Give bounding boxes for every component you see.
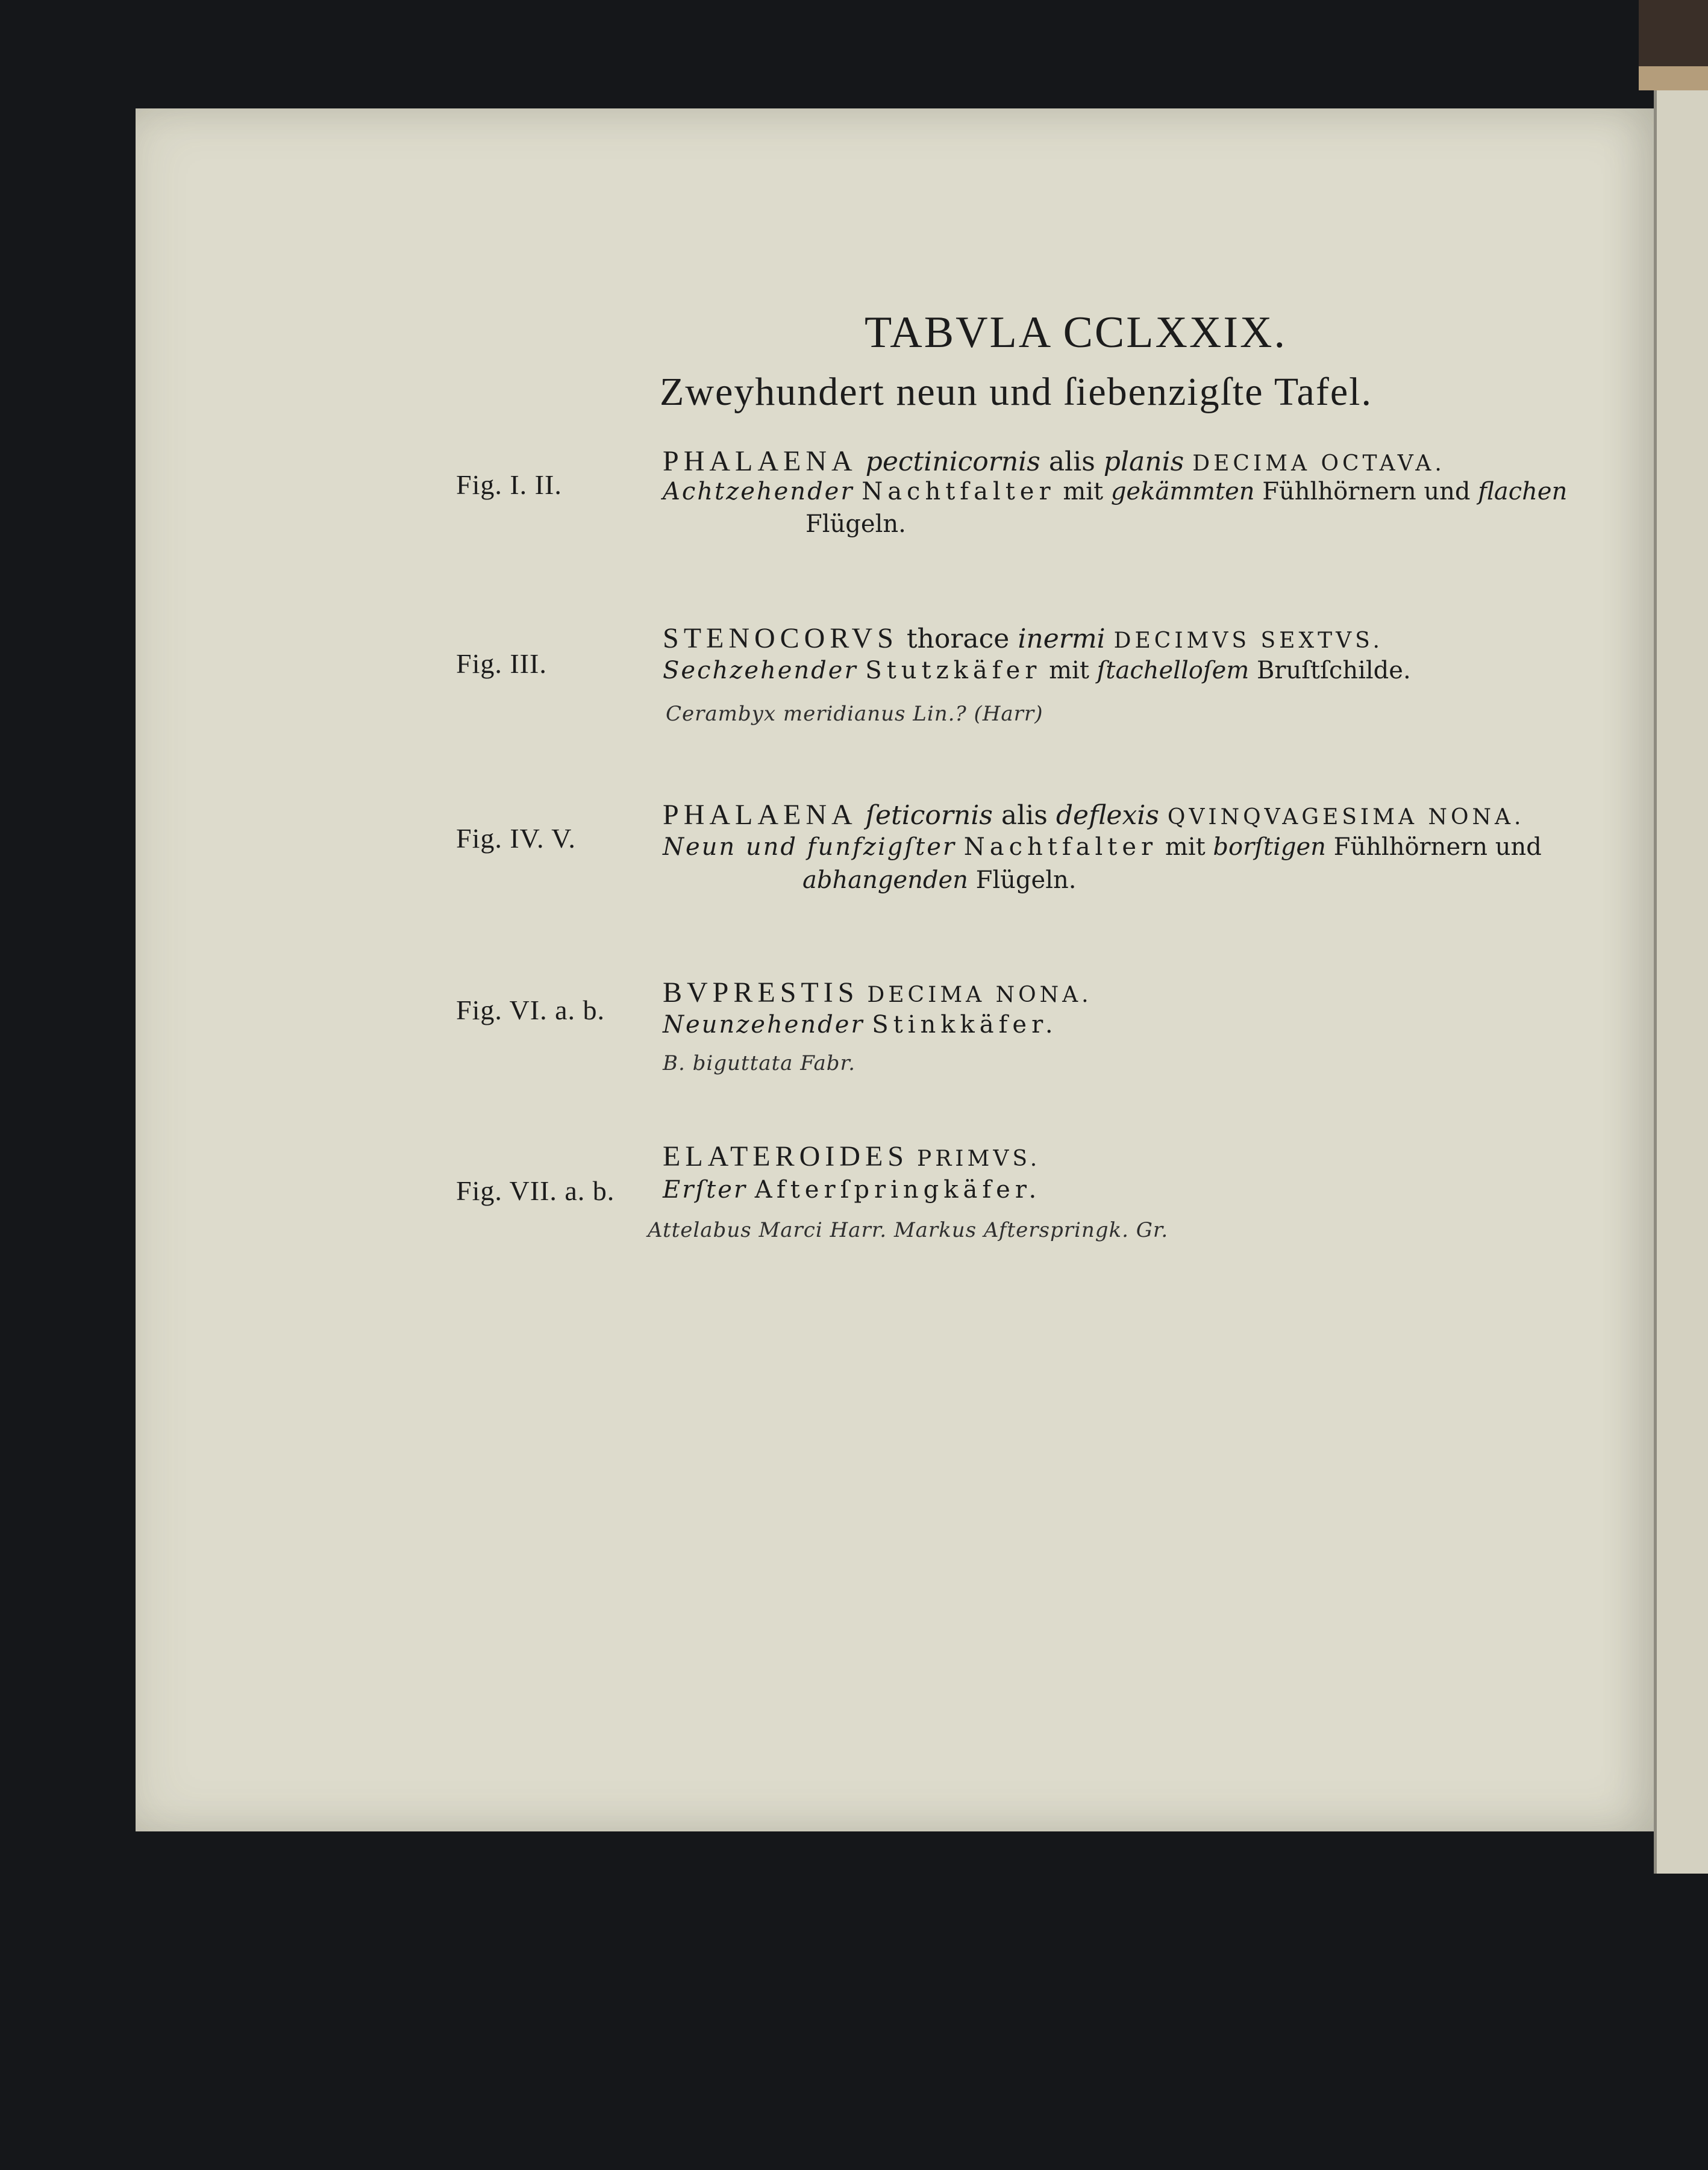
german-description [663, 657, 1411, 684]
latin-term: alis [1048, 446, 1095, 477]
german-term: Stinkkäfer. [872, 1011, 1058, 1039]
german-continuation: Flügeln. [806, 510, 906, 538]
german-term: Achtzehender [663, 478, 854, 505]
genus-name: PHALAENA [663, 799, 857, 831]
german-term: mit [1063, 478, 1104, 505]
latin-description [663, 445, 1445, 478]
german-term: abhangenden [802, 866, 968, 894]
latin-term: alis [1001, 800, 1048, 831]
latin-description [663, 798, 1524, 831]
latin-term: inermi [1018, 624, 1106, 654]
figure-label: Fig. IV. V. [456, 823, 576, 854]
figure-label: Fig. VII. a. b. [456, 1175, 615, 1206]
latin-term: ſeticornis [865, 800, 993, 831]
latin-term: deflexis [1056, 800, 1159, 831]
latin-term: planis [1103, 446, 1184, 477]
genus-name: ELATEROIDES [663, 1140, 909, 1172]
german-term: mit [1165, 833, 1206, 861]
latin-ordinal: PRIMVS. [916, 1146, 1041, 1171]
genus-name: PHALAENA [663, 445, 857, 477]
german-term: Flügeln. [975, 866, 1077, 894]
latin-description [663, 976, 1092, 1009]
german-term: Nachtfalter [963, 833, 1158, 861]
german-continuation [802, 866, 1076, 894]
german-term: Erſter [663, 1176, 747, 1204]
figure-label: Fig. III. [456, 648, 547, 679]
german-term: Neun und funfzigſter [663, 833, 957, 861]
latin-term: thorace [906, 624, 1010, 654]
german-term: Fühlhörnern und [1262, 478, 1471, 505]
figure-label: Fig. I. II. [456, 469, 562, 500]
german-description [663, 1011, 1058, 1039]
german-description [663, 478, 1567, 505]
german-term: mit [1049, 657, 1089, 684]
book-binding [1639, 0, 1708, 90]
latin-ordinal: DECIMVS SEXTVS. [1113, 628, 1383, 653]
latin-description [663, 622, 1383, 655]
german-term: Sechzehender [663, 657, 858, 684]
latin-description [663, 1140, 1040, 1173]
latin-ordinal: DECIMA NONA. [867, 983, 1092, 1007]
book-page [136, 108, 1654, 1831]
latin-ordinal: QVINQVAGESIMA NONA. [1167, 805, 1525, 830]
german-term: Nachtfalter [862, 478, 1056, 505]
german-description [663, 833, 1542, 861]
latin-term: pectinicornis [865, 446, 1040, 477]
genus-name: STENOCORVS [663, 622, 898, 654]
german-term: Afterſpringkäfer. [754, 1176, 1042, 1204]
handwritten-annotation: Attelabus Marci Harr. Markus Afterspringk. Gr. [648, 1218, 1169, 1242]
german-term: gekämmten [1110, 478, 1255, 505]
latin-ordinal: DECIMA OCTAVA. [1192, 451, 1445, 476]
german-term: Stutzkäfer [865, 657, 1042, 684]
german-term: Neunzehender [663, 1011, 865, 1039]
plate-subtitle: Zweyhundert neun und ſiebenzigſte Tafel. [660, 370, 1372, 414]
genus-name: BVPRESTIS [663, 977, 859, 1008]
german-term: borſtigen [1213, 833, 1326, 861]
handwritten-annotation: Cerambyx meridianus Lin.? (Harr) [666, 702, 1043, 726]
plate-title: TABVLA CCLXXIX. [865, 308, 1287, 357]
german-description [663, 1176, 1041, 1204]
german-term: ſtachelloſem [1096, 657, 1250, 684]
figure-label: Fig. VI. a. b. [456, 995, 605, 1025]
german-term: Fühlhörnern und [1333, 833, 1542, 861]
german-term: Bruſtſchilde. [1256, 657, 1411, 684]
adjacent-page-edge [1654, 90, 1708, 1874]
handwritten-annotation: B. biguttata Fabr. [663, 1051, 856, 1075]
german-term: flachen [1478, 478, 1568, 505]
